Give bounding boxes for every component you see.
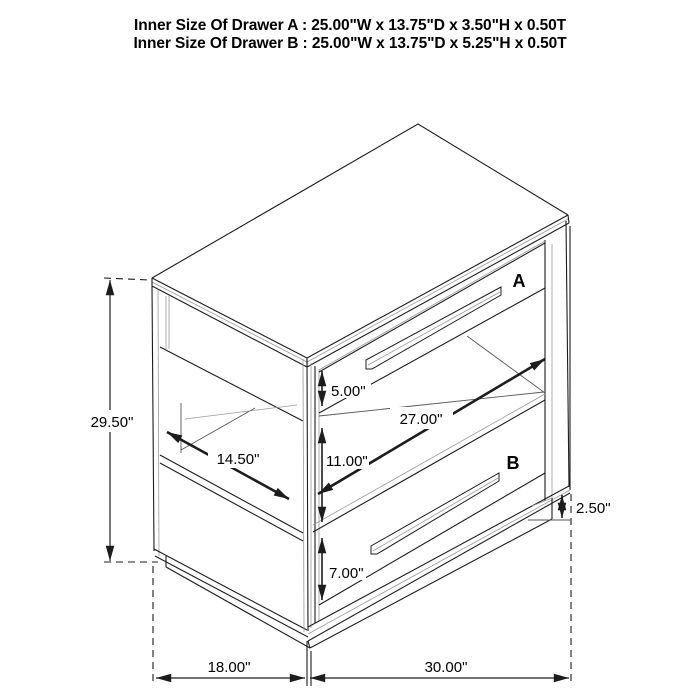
dim-base-clearance [528,494,611,685]
dim-drawer-a-height [322,371,371,406]
shelf-depth-label: 14.50" [216,451,260,468]
base-clearance-label: 2.50" [576,500,611,517]
dim-opening-width [318,359,545,494]
drawer-b-height-label: 7.00" [329,565,364,582]
header-line-1: Inner Size Of Drawer A : 25.00"W x 13.75"D x 3.50"H x 0.50T [134,17,566,34]
dim-overall-height [84,278,158,562]
drawer-a-height-label: 5.00" [331,383,366,400]
dim-overall-depth [153,566,305,685]
drawer-b-label: B [506,453,520,473]
header [133,17,567,52]
top-panel [152,124,569,367]
opening-height-label: 11.00" [326,453,368,470]
drawer-a-label: A [512,271,526,291]
dim-opening-height [322,428,369,522]
overall-height-label: 29.50" [90,414,134,431]
dim-overall-width [310,659,569,678]
base-plinth [166,486,570,686]
header-line-2: Inner Size Of Drawer B : 25.00"W x 13.75"D x 5.25"H x 0.50T [133,35,567,52]
drawer-b-handle [371,473,499,554]
overall-depth-label: 18.00" [207,659,251,676]
shelf-opening-interior [313,336,545,532]
drawer-b-front [319,473,545,605]
dim-shelf-depth [167,432,289,499]
opening-width-label: 27.00" [399,411,443,428]
drawer-a-handle [366,287,501,369]
overall-width-label: 30.00" [424,659,468,676]
